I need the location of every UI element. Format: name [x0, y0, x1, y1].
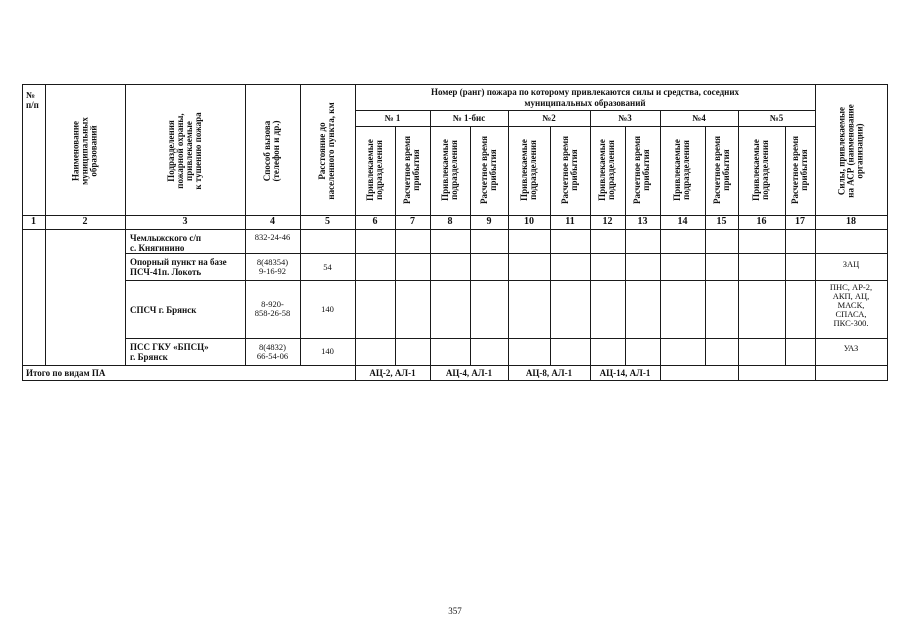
subheader-units: Привлекаемые подразделения [365, 139, 384, 201]
column-number: 11 [565, 216, 575, 227]
column-number: 3 [182, 216, 188, 227]
rank-3: №3 [618, 113, 632, 123]
table-border-left [22, 84, 23, 381]
subheader-time: Расчетное время прибытия [560, 135, 579, 205]
table-border-right [887, 84, 888, 381]
page-number: 357 [448, 606, 462, 616]
totals-rank-3: АЦ-14, АЛ-1 [599, 368, 651, 378]
subheader-time: Расчетное время прибытия [790, 135, 809, 205]
column-number: 9 [486, 216, 492, 227]
col-divider [355, 84, 356, 381]
table-border-top [22, 84, 887, 85]
group-title-line1: Номер (ранг) пожара по которому привлекаются силы и средства, соседних [430, 87, 740, 97]
column-number: 2 [82, 216, 88, 227]
row-unit: СПСЧ г. Брянск [130, 305, 197, 315]
column-number: 10 [524, 216, 534, 227]
row-unit: ПСС ГКУ «БПСЦ» г. Брянск [130, 342, 209, 362]
subheader-units: Привлекаемые подразделения [597, 139, 616, 201]
column-number: 12 [602, 216, 613, 227]
totals-label: Итого по видам ПА [26, 368, 106, 378]
row-unit: Чемлыжского с/п с. Княгинино [130, 233, 202, 253]
col-divider [395, 126, 396, 366]
row-unit: Опорный пункт на базе ПСЧ-41п. Локоть [130, 257, 227, 277]
column-number: 7 [410, 216, 415, 227]
col-divider [550, 126, 551, 366]
rank-header-line [355, 110, 815, 111]
row-distance: 140 [321, 346, 334, 356]
column-number: 1 [31, 216, 36, 227]
totals-rank-1-bis: АЦ-4, АЛ-1 [445, 368, 493, 378]
row-call: 832-24-46 [254, 232, 291, 242]
column-number: 17 [795, 216, 805, 227]
header-municipality: Наименование муниципальных образований [70, 117, 99, 185]
column-number: 16 [756, 216, 767, 227]
group-title-line2: муниципальных образований [524, 98, 646, 108]
col-divider [815, 84, 816, 381]
column-number: 15 [716, 216, 727, 227]
row4-bottom-line [22, 365, 887, 366]
rank-1-bis: № 1-бис [452, 113, 486, 123]
subheader-units: Привлекаемые подразделения [751, 139, 770, 201]
header-call-method: Способ вызова (телефон и др.) [262, 120, 281, 182]
subheader-time: Расчетное время прибытия [402, 135, 421, 205]
row2-bottom-line [125, 280, 887, 281]
col-divider [738, 110, 739, 381]
column-number: 13 [637, 216, 648, 227]
header-distance: Расстояние до населенного пункта, км [317, 102, 336, 200]
header-number: № п/п [26, 90, 39, 110]
numbers-bottom-line [22, 229, 887, 230]
rank-4: №4 [692, 113, 706, 123]
col-divider [590, 110, 591, 381]
column-number: 4 [270, 216, 275, 227]
row-call: 8-920- 858-26-58 [254, 299, 291, 318]
totals-rank-2: АЦ-8, АЛ-1 [525, 368, 573, 378]
subheader-time: Расчетное время прибытия [479, 135, 498, 205]
col-divider [430, 110, 431, 381]
col-divider [508, 110, 509, 381]
column-number: 18 [846, 216, 856, 227]
column-number: 5 [325, 216, 330, 227]
table-border-bottom [22, 380, 887, 381]
row-distance: 54 [323, 262, 332, 272]
row-asr: ПНС, АР-2, АКП, АЦ, МАСК, СПАСА, ПКС-300. [829, 282, 873, 328]
col-divider [625, 126, 626, 366]
totals-rank-1: АЦ-2, АЛ-1 [369, 368, 416, 378]
col-divider [785, 126, 786, 366]
subheader-units: Привлекаемые подразделения [672, 139, 691, 201]
col-divider [660, 110, 661, 381]
row-distance: 140 [321, 304, 334, 314]
column-number: 6 [372, 216, 378, 227]
col-divider [705, 126, 706, 366]
subheader-line [355, 126, 815, 127]
header-asr-forces: Силы, привлекаемые на АСР (наименование организации) [836, 104, 865, 198]
col-divider [470, 126, 471, 366]
rank-5: №5 [769, 113, 784, 123]
rank-1: № 1 [384, 113, 401, 123]
subheader-time: Расчетное время прибытия [632, 135, 651, 205]
row-asr: УАЗ [843, 343, 859, 353]
subheader-units: Привлекаемые подразделения [519, 139, 538, 201]
column-number: 14 [677, 216, 688, 227]
row1-bottom-line [125, 253, 887, 254]
rank-2: №2 [542, 113, 556, 123]
row3-bottom-line [125, 338, 887, 339]
row-call: 8(4832) 66-54-06 [256, 342, 289, 361]
header-fire-units: Подразделения пожарной охраны, привлекаемые к тушению пожара [166, 112, 203, 190]
row-asr: ЗАЦ [842, 259, 860, 269]
column-number: 8 [447, 216, 453, 227]
subheader-time: Расчетное время прибытия [712, 135, 731, 205]
row-call: 8(48354) 9-16-92 [256, 257, 289, 276]
subheader-units: Привлекаемые подразделения [440, 139, 459, 201]
